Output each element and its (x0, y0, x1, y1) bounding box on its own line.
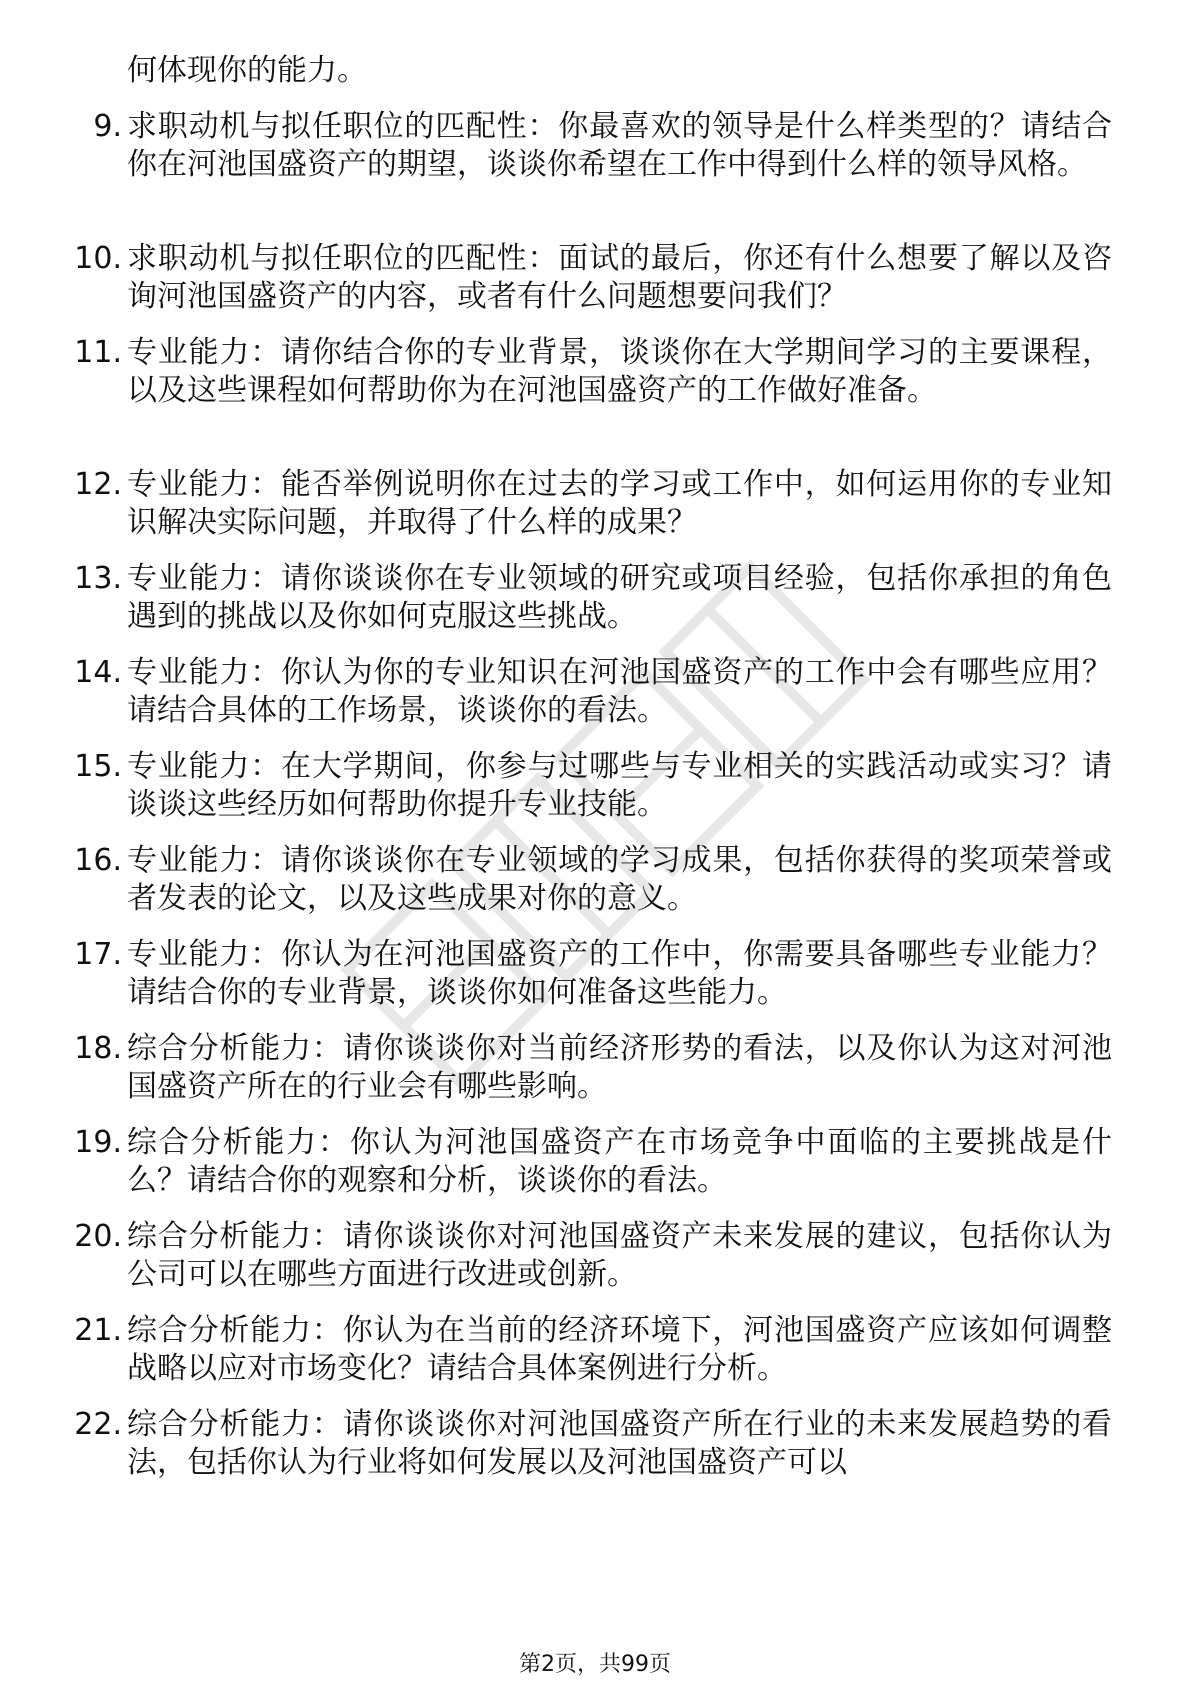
item-number: 21. (74, 1313, 122, 1348)
item-number: 11. (74, 335, 122, 370)
item-number: 18. (74, 1031, 122, 1066)
item-number: 17. (74, 937, 122, 972)
item-text: 综合分析能力：请你谈谈你对河池国盛资产所在行业的未来发展趋势的看法，包括你认为行业将如何发展以及河池国盛资产可以 (127, 1407, 1112, 1480)
item-number: 15. (74, 749, 122, 784)
item-text: 专业能力：请你谈谈你在专业领域的学习成果，包括你获得的奖项荣誉或者发表的论文，以及这些成果对你的意义。 (127, 843, 1112, 916)
item-text: 综合分析能力：你认为河池国盛资产在市场竞争中面临的主要挑战是什么？请结合你的观察和分析，谈谈你的看法。 (127, 1125, 1112, 1198)
continued-text: 何体现你的能力。 (127, 53, 367, 88)
item-number: 10. (74, 241, 122, 276)
item-number: 9. (93, 109, 122, 144)
item-number: 19. (74, 1125, 122, 1160)
item-text: 专业能力：请你结合你的专业背景，谈谈你在大学期间学习的主要课程，以及这些课程如何帮助你为在河池国盛资产的工作做好准备。 (127, 335, 1112, 408)
item-text: 专业能力：能否举例说明你在过去的学习或工作中，如何运用你的专业知识解决实际问题，并取得了什么样的成果？ (127, 467, 1112, 540)
item-number: 14. (74, 655, 122, 690)
item-text: 专业能力：在大学期间，你参与过哪些与专业相关的实践活动或实习？请谈谈这些经历如何帮助你提升专业技能。 (127, 749, 1112, 822)
item-text: 专业能力：你认为在河池国盛资产的工作中，你需要具备哪些专业能力？请结合你的专业背景，谈谈你如何准备这些能力。 (127, 937, 1112, 1010)
item-text: 综合分析能力：请你谈谈你对当前经济形势的看法，以及你认为这对河池国盛资产所在的行业会有哪些影响。 (127, 1031, 1112, 1104)
item-text: 综合分析能力：你认为在当前的经济环境下，河池国盛资产应该如何调整战略以应对市场变化？请结合具体案例进行分析。 (127, 1313, 1112, 1386)
item-number: 16. (74, 843, 122, 878)
item-number: 22. (74, 1407, 122, 1442)
page-footer: 第2页，共99页 (519, 1652, 671, 1677)
item-number: 12. (74, 467, 122, 502)
item-text: 求职动机与拟任职位的匹配性：面试的最后，你还有什么想要了解以及咨询河池国盛资产的内容，或者有什么问题想要问我们？ (127, 241, 1112, 314)
item-text: 综合分析能力：请你谈谈你对河池国盛资产未来发展的建议，包括你认为公司可以在哪些方面进行改进或创新。 (127, 1219, 1112, 1292)
item-number: 20. (74, 1219, 122, 1254)
item-number: 13. (74, 561, 122, 596)
item-text: 专业能力：请你谈谈你在专业领域的研究或项目经验，包括你承担的角色遇到的挑战以及你如何克服这些挑战。 (127, 561, 1112, 634)
item-text: 求职动机与拟任职位的匹配性：你最喜欢的领导是什么样类型的？请结合你在河池国盛资产的期望，谈谈你希望在工作中得到什么样的领导风格。 (127, 109, 1112, 182)
item-text: 专业能力：你认为你的专业知识在河池国盛资产的工作中会有哪些应用？请结合具体的工作场景，谈谈你的看法。 (127, 655, 1112, 728)
